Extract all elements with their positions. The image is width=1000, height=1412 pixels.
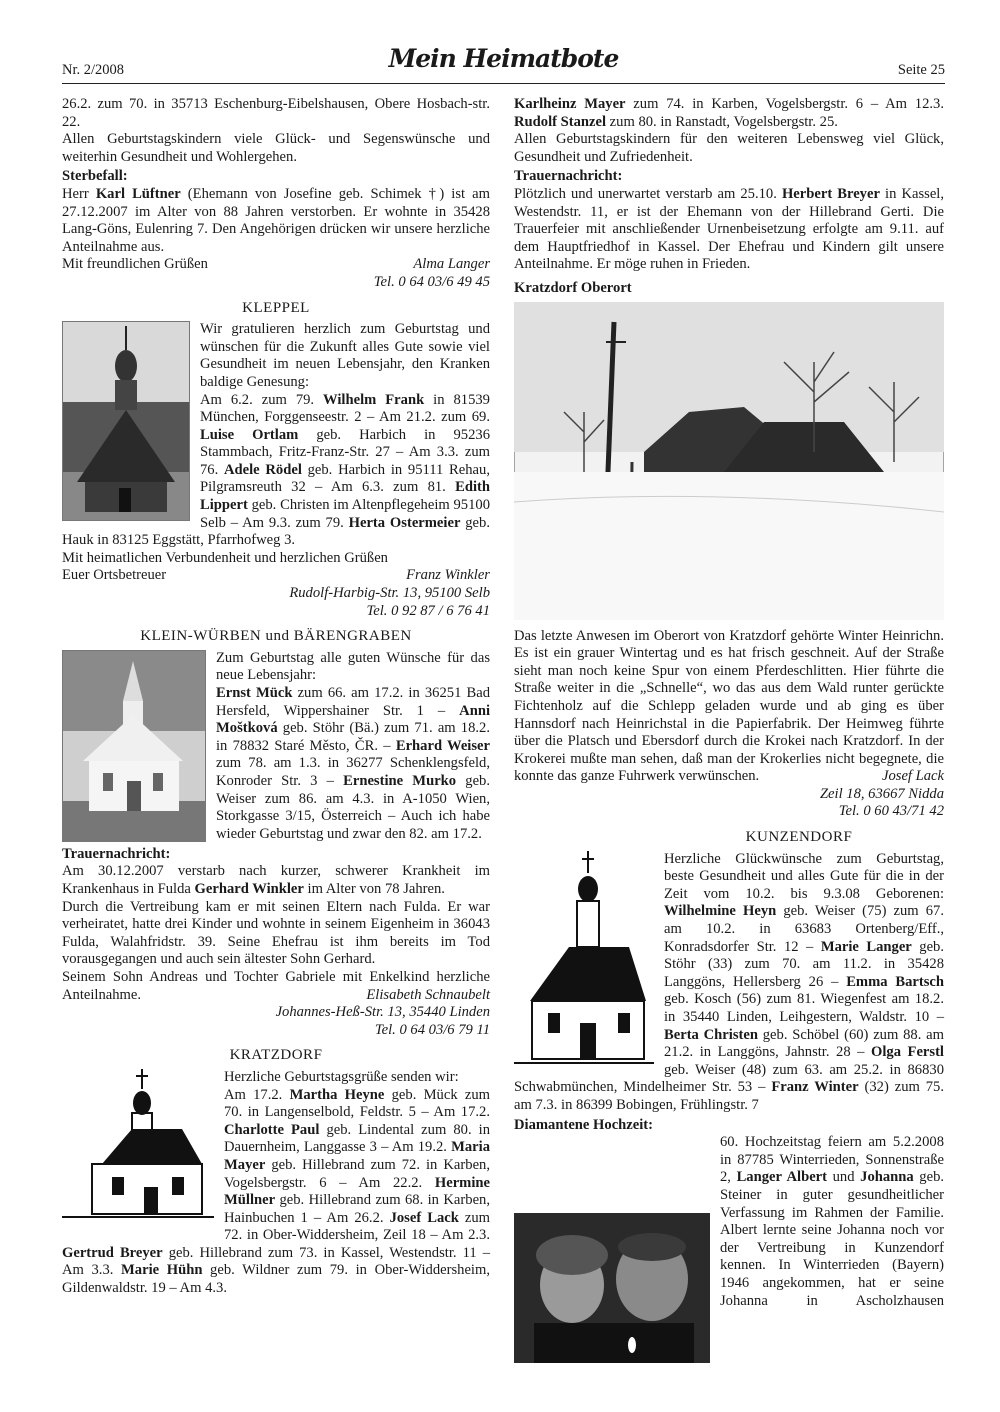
diamond-wedding-couple-photo — [514, 1213, 710, 1363]
trauer-heading: Trauernachricht: — [62, 845, 171, 862]
signature-2-addr: Rudolf-Harbig-Str. 13, 95100 Selb — [289, 585, 490, 602]
c2-wishes: Allen Geburtstagskindern für den weiteren Lebensweg viel Glück, Gesundheit und Zufriedenheit. — [514, 131, 944, 165]
trauer2-heading: Trauernachricht: — [514, 168, 623, 185]
diamant-text-1: 60. Hochzeitstag feiern am 5.2.2008 in 87785 Winterrieden, Sonnenstraße 2, Langer Albert und Johanna geb. Steiner in guter gesundheitlicher Verfassung im Rahmen der Familie. Albert lernte seine Johanna noch vor der Vertreibung in Kunzendorf kennen. In Winterrieden (Bayern) 1946 angekommen, hat er seine Johanna in Ascholzhausen — [720, 1134, 945, 1309]
c2-list: Karlheinz Mayer zum 74. in Karben, Vogelsbergstr. 6 – Am 12.3. Rudolf Stanzel zum 80. in Ranstadt, Vogelsbergstr. 25. — [514, 96, 944, 130]
signature-3-tel: Tel. 0 64 03/6 79 11 — [374, 1021, 490, 1038]
trauer-text-1: Am 30.12.2007 verstarb nach kurzer, schwerer Krankheit im Krankenhaus in Fulda Gerhard Winkler im Alter von 78 Jahren. — [62, 863, 490, 897]
signature-1: Mit freundlichen Grüßen Alma Langer — [62, 256, 490, 273]
diamant-heading: Diamantene Hochzeit: — [514, 1116, 654, 1133]
trauer2-text: Plötzlich und unerwartet verstarb am 25.10. Herbert Breyer in Kassel, Westendstr. 11, er ist der Ehemann von der Hillebrand Gerti. Die Trauerfeier mit anschließender Urnenbeisetzung erfolgte am 9.11. auf dem Hauptfriedhof in Kassel. Der Ehefrau und Kindern gilt unsere Anteilnahme. Er möge ruhen in Frieden. — [514, 185, 944, 273]
signature-2-tel: Tel. 0 92 87 / 6 76 41 — [366, 602, 490, 619]
kleppel-intro: Wir gratulieren herzlich zum Geburtstag und wünschen für die Zukunft alles Gute sowie viel Gesundheit im neuen Lebensjahr, den Kranken baldige Genesung: — [200, 321, 490, 390]
header-rule — [62, 83, 945, 84]
masthead-title: Mein Heimatbote — [388, 44, 619, 73]
sterbefall-text: Herr Karl Lüftner (Ehemann von Josefine geb. Schimek †) ist am 27.12.2007 im Alter von 88 Jahren verstorben. Er wohnte in 35428 Lang-Göns, Eulenring 7. Den Angehörigen drücken wir unsere herzliche Anteilnahme aus. — [62, 185, 490, 255]
trauer-text-2: Durch die Vertreibung kam er mit seinen Eltern nach Fulda. Er war verheiratet, hatte drei Kinder und wohnte in seinem Eigenheim in 36043 Fulda, Walahfridstr. 39. Seine Ehefrau ist ihm bereits im Tod vorausgegangen und auch sein ältester Sohn Gerhard. — [62, 898, 490, 968]
trauer-text-3: Seinem Sohn Andreas und Tochter Gabriele mit Enkelkind herzliche Anteilnahme. — [62, 968, 490, 1003]
left-column — [62, 96, 490, 1298]
kunz-list: Herzliche Glückwünsche zum Geburtstag, beste Gesundheit und alles Gute für die in der Zeit vom 10.2. bis 9.3.08 Geborenen: Wilhelmine Heyn geb. Weiser (75) zum 67. am 10.2. in 63683 Ortenberg/Eff., Konradsdorfer Str. 12 – Marie Langer geb. Stöhr (33) zum 70. am 11.2. in 35428 Langgöns, Hellersberg 26 – Emma Bartsch geb. Kosch (56) zum 81. Wiegenfest am 18.2. in 35440 Linden, Leihgestern, Waldstr. 10 – Berta Christen geb. Schöbel (60) zum 88. am 21.2. in Langgöns, Jahnstr. 28 – Olga Ferstl geb. Weiser (48) zum 63. am 25.2. in 86830 Schwabmünchen, Mindelheimer Str. 53 – Franz Winter (32) zum 75. am 7.3. in 86399 Bobingen, Frühlingstr. 7 — [514, 850, 945, 1113]
kratzdorf-church-drawing — [62, 1069, 214, 1229]
kratzdorf-title: KRATZDORF — [229, 1047, 323, 1064]
greeting-2: Mit heimatlichen Verbundenheit und herzlichen Grüßen — [62, 549, 388, 566]
kleppel-title: KLEPPEL — [242, 299, 310, 316]
issue-number: Nr. 2/2008 — [62, 62, 125, 78]
klein-wuerben-chapel-photo — [62, 650, 206, 842]
klein-wuerben-title: KLEIN-WÜRBEN und BÄRENGRABEN — [140, 628, 412, 645]
kw-list: Ernst Mück zum 66. am 17.2. in 36251 Bad Hersfeld, Wippershainer Str. 1 – Anni Moštková geb. Stöhr (Bä.) zum 71. am 18.2. in 78832 Staré Město, ČR. – Erhard Weiser zum 78. am 1.3. in 36277 Schenklengsfeld, Konroder Str. 3 – Ernestine Murko geb. Weiser zum 86. am 4.3. in A-1050 Wien, Storkgasse 3/15, Österreich – Auch ich habe wieder Geburtstag und zwar den 82. am 17.2. — [216, 685, 490, 842]
oberort-winter-photo — [514, 302, 944, 620]
kunzendorf-chapel-drawing — [514, 851, 654, 1073]
signature-3-name: Elisabeth Schnaubelt — [366, 986, 490, 1003]
signature-4-tel: Tel. 0 60 43/71 42 — [838, 803, 944, 820]
oberort-heading: Kratzdorf Oberort — [514, 279, 632, 296]
kratz-intro: Herzliche Geburtstagsgrüße senden wir: — [224, 1068, 459, 1085]
intro-paragraph-1: 26.2. zum 70. in 35713 Eschenburg-Eibelshausen, Obere Hosbach-str. 22. — [62, 96, 490, 130]
kratz-list: Am 17.2. Martha Heyne geb. Mück zum 70. in Langenselbold, Feldstr. 5 – Am 17.2. Charlotte Paul geb. Lindental zum 80. in Dauernheim, Langgasse 3 – Am 19.2. Maria Mayer geb. Hillebrand zum 72. in Karben, Vogelsbergstr. 6 – Am 22.2. Hermine Müllner geb. Hillebrand zum 68. in Karben, Hainbuchen 1 – Am 26.2. Josef Lack zum 72. in Ober-Widdersheim, Zeil 18 – Am 2.3. Gertrud Breyer geb. Hillebrand zum 73. in Kassel, Westendstr. 11 – Am 3.3. Marie Hühn geb. Wildner zum 79. in Ober-Widdersheim, Gildenwaldstr. 19 – Am 4.3. — [62, 1086, 491, 1297]
kleppel-list: Am 6.2. zum 79. Wilhelm Frank in 81539 München, Forggenseestr. 2 – Am 21.2. zum 69. Luise Ortlam geb. Harbich in 95236 Stammbach, Fritz-Franz-Str. 27 – Am 3.3. zum 76. Adele Rödel geb. Harbich in 95111 Rehau, Pilgramsreuth 32 – Am 6.3. zum 81. Edith Lippert geb. Christen im Altenpflegeheim 95100 Selb – Am 9.3. zum 79. Herta Ostermeier geb. Hauk in 83125 Eggstätt, Pfarrhofweg 3. — [62, 391, 490, 549]
signature-4-name: Josef Lack — [881, 768, 944, 785]
signature-4-addr: Zeil 18, 63667 Nidda — [819, 785, 944, 802]
kleppel-chapel-photo — [62, 321, 190, 521]
kw-intro: Zum Geburtstag alle guten Wünsche für das neue Lebensjahr: — [216, 649, 490, 684]
page-number: Seite 25 — [897, 62, 945, 78]
signature-2: Euer Ortsbetreuer Franz Winkler — [62, 567, 490, 584]
intro-paragraph-2: Allen Geburtstagskindern viele Glück- und Segenswünsche und weiterhin Gesundheit und Wohlergehen. — [62, 131, 490, 165]
right-column — [514, 96, 944, 1328]
kunzendorf-title: KUNZENDORF — [745, 829, 853, 846]
sterbefall-heading: Sterbefall: — [62, 168, 128, 185]
page-header — [62, 44, 945, 82]
signature-1-tel: Tel. 0 64 03/6 49 45 — [373, 273, 490, 290]
signature-3-addr: Johannes-Heß-Str. 13, 35440 Linden — [275, 1004, 490, 1021]
oberort-text: Das letzte Anwesen im Oberort von Kratzdorf gehörte Winter Heinrichn. Es ist ein grauer Wintertag und es hat frisch geschneit. Auf der Straße sieht man noch keine Spur von einem Pferdeschlitten. Hier führte die Straße weiter in die „Schnelle“, wo das aus dem Wald runter gerückte Fichtenholz auf die Schlepp geladen wurde und ab ging es über Hannsdorf nach Heinrichstal in die Papierfabrik. Der Heimweg führte über die Platsch und Ebersdorf durch die Krokei nach Kratzdorf. In der Krokerei mußte man sehen, daß man der Krokerlies nicht begegnete, die konnte das ganze Fuhrwerk verwünschen. — [514, 627, 944, 785]
